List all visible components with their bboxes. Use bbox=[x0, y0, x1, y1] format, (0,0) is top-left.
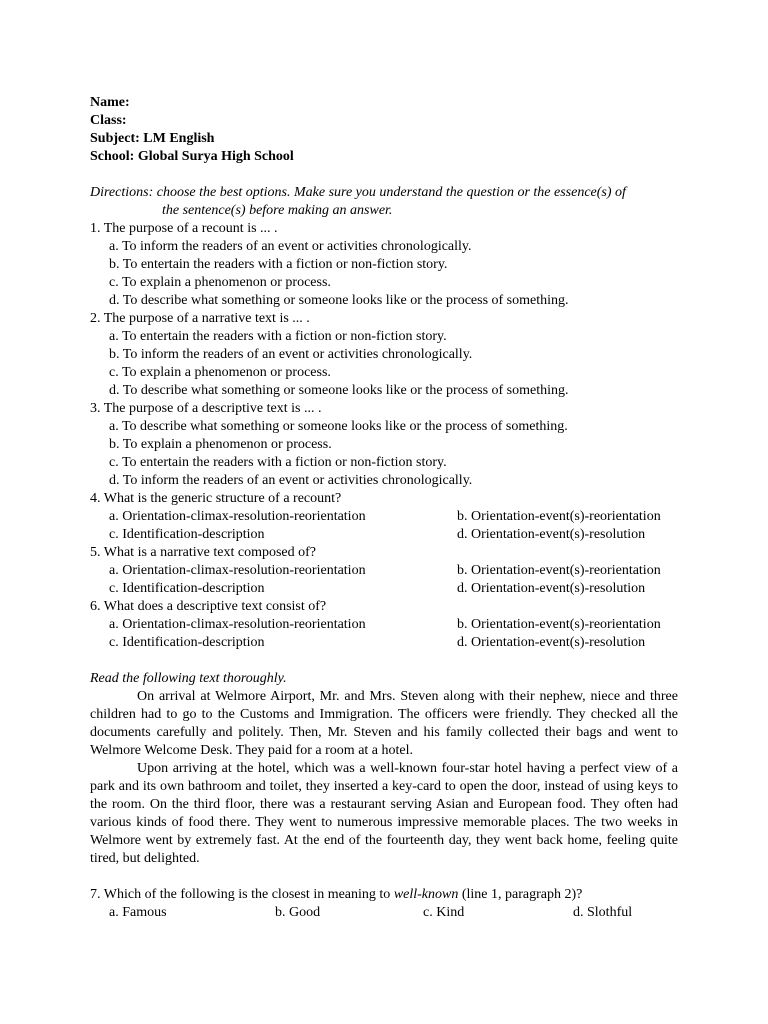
directions bbox=[90, 184, 678, 220]
option-c: c. To explain a phenomenon or process. bbox=[109, 275, 331, 290]
option-row bbox=[90, 580, 678, 598]
option-d: d. Orientation-event(s)-resolution bbox=[457, 527, 646, 542]
question-stem: 2. The purpose of a narrative text is ... . bbox=[90, 311, 310, 326]
option-row bbox=[90, 634, 678, 652]
option-d: d. To inform the readers of an event or activities chronologically. bbox=[109, 473, 473, 488]
question-1 bbox=[90, 220, 678, 310]
option-c: c. Identification-description bbox=[109, 527, 265, 542]
question-stem: 6. What does a descriptive text consist of? bbox=[90, 599, 327, 614]
option-d: d. Orientation-event(s)-resolution bbox=[457, 635, 646, 650]
question-4 bbox=[90, 490, 678, 544]
class-field: Class: bbox=[90, 113, 127, 128]
option-c: c. Kind bbox=[423, 905, 465, 920]
option-c: c. To entertain the readers with a fiction or non-fiction story. bbox=[109, 455, 447, 470]
option-row bbox=[90, 508, 678, 526]
question-stem: 5. What is a narrative text composed of? bbox=[90, 545, 316, 560]
header-block bbox=[90, 94, 678, 166]
stem-text: (line 1, paragraph 2)? bbox=[458, 887, 583, 902]
option-b: b. To entertain the readers with a fiction or non-fiction story. bbox=[109, 257, 448, 272]
directions-line-2: the sentence(s) before making an answer. bbox=[162, 203, 393, 218]
question-stem: 3. The purpose of a descriptive text is ... . bbox=[90, 401, 322, 416]
reading-section bbox=[90, 670, 678, 868]
option-d: d. Orientation-event(s)-resolution bbox=[457, 581, 646, 596]
option-row bbox=[90, 616, 678, 634]
option-b: b. To explain a phenomenon or process. bbox=[109, 437, 332, 452]
option-d: d. To describe what something or someone looks like or the process of something. bbox=[109, 383, 569, 398]
option-row bbox=[90, 562, 678, 580]
option-a: a. Orientation-climax-resolution-reorientation bbox=[109, 563, 366, 578]
option-a: a. To entertain the readers with a fiction or non-fiction story. bbox=[109, 329, 447, 344]
option-a: a. To inform the readers of an event or activities chronologically. bbox=[109, 239, 472, 254]
question-5 bbox=[90, 544, 678, 598]
question-7 bbox=[90, 886, 678, 922]
school-field: School: Global Surya High School bbox=[90, 149, 294, 164]
option-row bbox=[90, 526, 678, 544]
subject-field: Subject: LM English bbox=[90, 131, 215, 146]
directions-line-1: Directions: choose the best options. Make sure you understand the question or the essence(s) of bbox=[90, 185, 626, 200]
stem-keyword: well-known bbox=[393, 887, 459, 902]
option-row bbox=[90, 904, 678, 922]
option-d: d. Slothful bbox=[573, 905, 633, 920]
question-stem: 1. The purpose of a recount is ... . bbox=[90, 221, 278, 236]
option-b: b. Orientation-event(s)-reorientation bbox=[457, 509, 661, 524]
spacer bbox=[90, 868, 678, 886]
option-c: c. Identification-description bbox=[109, 635, 265, 650]
passage-paragraph-2: Upon arriving at the hotel, which was a well-known four-star hotel having a perfect view of a park and its own bathroom and toilet, they inserted a key-card to open the door, instead of using keys to the room. On the third floor, there was a restaurant serving Asian and European food. They often had various kinds of food there. They went to numerous impressive memorable places. The two weeks in Welmore went by extremely fast. At the end of the fourteenth day, they went back home, feeling quite tired, but delighted. bbox=[90, 761, 678, 866]
spacer bbox=[90, 166, 678, 184]
stem-text: 7. Which of the following is the closest in meaning to bbox=[90, 887, 394, 902]
reading-instruction: Read the following text thoroughly. bbox=[90, 671, 287, 686]
option-c: c. To explain a phenomenon or process. bbox=[109, 365, 331, 380]
option-a: a. To describe what something or someone looks like or the process of something. bbox=[109, 419, 568, 434]
option-a: a. Orientation-climax-resolution-reorientation bbox=[109, 617, 366, 632]
question-stem bbox=[90, 886, 678, 904]
passage-paragraph-1: On arrival at Welmore Airport, Mr. and Mrs. Steven along with their nephew, niece and three children had to go to the Customs and Immigration. The officers were friendly. They checked all the documents carefully and politely. Then, Mr. Steven and his family collected their bags and went to Welmore Welcome Desk. They paid for a room at a hotel. bbox=[90, 689, 678, 758]
question-6 bbox=[90, 598, 678, 652]
option-a: a. Orientation-climax-resolution-reorientation bbox=[109, 509, 366, 524]
option-b: b. Orientation-event(s)-reorientation bbox=[457, 563, 661, 578]
option-b: b. To inform the readers of an event or activities chronologically. bbox=[109, 347, 473, 362]
option-d: d. To describe what something or someone looks like or the process of something. bbox=[109, 293, 569, 308]
option-c: c. Identification-description bbox=[109, 581, 265, 596]
spacer bbox=[90, 652, 678, 670]
option-a: a. Famous bbox=[109, 905, 167, 920]
name-field: Name: bbox=[90, 95, 130, 110]
question-3 bbox=[90, 400, 678, 490]
question-stem: 4. What is the generic structure of a recount? bbox=[90, 491, 342, 506]
option-b: b. Good bbox=[275, 905, 321, 920]
question-2 bbox=[90, 310, 678, 400]
option-b: b. Orientation-event(s)-reorientation bbox=[457, 617, 661, 632]
